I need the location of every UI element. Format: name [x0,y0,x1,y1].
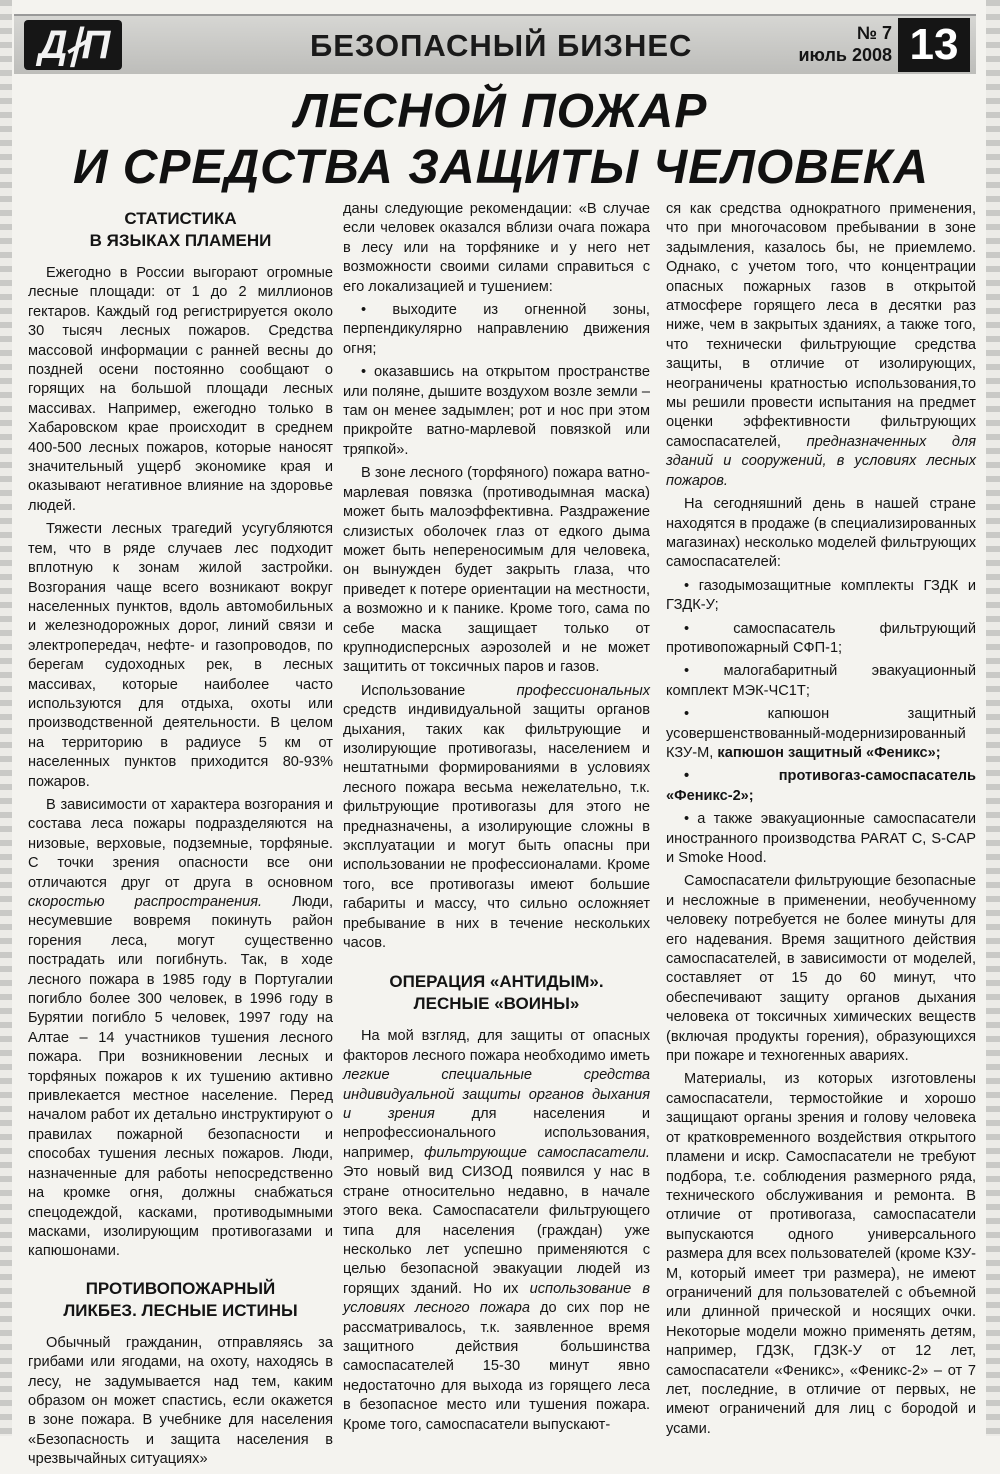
subheading-line: ОПЕРАЦИЯ «АНТИДЫМ». [389,972,604,992]
page-number: 13 [898,18,970,72]
publication-logo: Д∤П [24,20,122,70]
subheading-antidym [343,971,650,1015]
paragraph: даны следующие рекомендации: «В случае если человек оказался вблизи очага пожара в лесу или на торфянике и у него нет возможности своими силами справиться с его локализацией и тушением: [343,201,650,295]
column-3 [666,200,976,1443]
paragraph [343,682,650,954]
subheading-line: ЛИКБЕЗ. ЛЕСНЫЕ ИСТИНЫ [63,1300,298,1320]
subheading-line: В ЯЗЫКАХ ПЛАМЕНИ [89,231,272,250]
section-title: БЕЗОПАСНЫЙ БИЗНЕС [310,28,693,63]
issue-date: июль 2008 [798,45,892,65]
italic-text: профессиональных [516,682,650,699]
bullet-item: • выходите из огненной зоны, перпендикулярно направлению движения огня; [343,302,650,357]
list-item: • самоспасатель фильтрующий противопожарный СФП-1; [666,620,976,656]
issue-info [792,22,892,66]
paragraph [343,1027,650,1435]
bold-text: капюшон защитный «Феникс»; [717,744,941,761]
subheading-line: ЛЕСНЫЕ «ВОИНЫ» [413,994,580,1014]
issue-number: № 7 [856,23,892,43]
text: ся как средства однократного применения, что при многочасовом пребывании в зоне задымления, казалось бы, не приемлемо. Однако, с учетом того, что концентрации опасных пожарных газов в открытой атмосфере горящего леса в десятки раз ниже, чем в закрытых зданиях, а также того, что технически фильтрующие средства защиты, в отличие от изолирующих, неограничены кратностью использования,то мы решили провести испытания на предмет оценки эффективности фильтрующих самоспасателей, [666,201,976,450]
text: Это новый вид СИЗОД появился у нас в стране относительно недавно, в начале этого века. Самоспасатели фильтрующего типа для населения (граждан) уже несколько лет успешно применяются с целью безопасной эвакуации людей из горящих зданий. Но их [343,1164,650,1297]
text: На мой взгляд, для защиты от опасных факторов лесного пожара необходимо иметь [343,1028,650,1064]
headline-line-2: И СРЕДСТВА ЗАЩИТЫ ЧЕЛОВЕКА [72,141,930,194]
text: для населения и непрофессионального использования, например, [343,1106,650,1161]
subheading-line: СТАТИСТИКА [124,209,237,228]
paragraph: В зоне лесного (торфяного) пожара ватно-марлевая повязка (противодымная маска) может быть малоэффективна. Раздражение слизистых оболочек глаз от едкого дыма может быть непереносимым для человека, он вынужден будет закрыть глаза, что приведет к потере ориентации на местности, а возможно и к панике. Кроме того, сама по себе маска защищает только от крупнодисперсных аэрозолей и не может защитить от токсичных паров и газов. [343,465,650,676]
paragraph: Материалы, из которых изготовлены самоспасатели, термостойкие и хорошо защищают органы зрения и голову человека от кратковременного воздействия открытого пламени и искр. Самоспасатели не требуют подбора, т.е. соблюдения размерного ряда, технического обслуживания и ремонта. В отличие от противогаза, самоспасатели выпускаются одного универсального размера для всех пользователей (кроме КЗУ-М, который имеет три размера), не имеют ограничений для пользователей с объемной или длинной прической и носящих очки. Некоторые модели можно применять детям, например, ГДЗК, ГДЗК-У от 12 лет, самоспасатели «Феникс», «Феникс-2» – от 7 лет, последние, в отличие от первых, не имеют ограничений для лиц с бородой и усами. [666,1071,976,1437]
article-headline [20,84,982,196]
adjacent-page-edge [0,0,12,1436]
column-1 [28,200,333,1474]
text: Использование [361,682,517,699]
text: • капюшон защитный усовершенствованный-модернизированный КЗУ-М, [666,706,976,761]
list-item [666,705,976,763]
list-item: • газодымозащитные комплекты ГЗДК и ГЗДК-У; [666,577,976,614]
paragraph: Ежегодно в России выгорают огромные лесные площади: от 1 до 2 миллионов гектаров. Каждый год регистрируется около 30 тысяч лесных пожаров. Средства массовой информации с ранней весны до поздней осени постоянно сообщают о горящих на большой площади лесных массивах. Например, ежегодно только в Хабаровском крае происходит в среднем 400-500 лесных пожаров, которые наносят значительный ущерб экономике края и оказывают негативное влияние на здоровье людей. [28,265,333,514]
headline-line-1: ЛЕСНОЙ ПОЖАР [294,85,708,138]
column-2 [343,200,650,1439]
text: Люди, несумевшие вовремя покинуть район горения леса, могут существенно пострадать или погибнуть. Так, в ходе лесного пожара в 1985 году в Португалии погибло более 300 человек, в 1996 году в Бурятии погибло 5 человек, 1997 году на Алтае – 14 участников тушения лесного пожара. При возникновении лесных и торфяных пожаров к их тушению активно привлекается местное население. Перед началом работ их детально инструктируют о правилах пожарной безопасности и способах тушения лесных пожаров. Люди, назначенные для работы непосредственно на кромке огня, должны снабжаться спецодеждой, касками, противодымными масками, изолирующим противогазами и капюшонами. [28,894,334,1260]
paragraph: Тяжести лесных трагедий усугубляются тем, что в ряде случаев лес подходит вплотную к зонам жилой застройки. Возгорания чаще всего возникают вокруг населенных пунктов, вдоль автомобильных и железнодорожных дорог, линий связи и электропередач, нефте- и газопроводов, по берегам судоходных рек, в лесных массивах, которые наиболее часто используются для отдыха, охоты или производственной деятельности. В целом на территорию в радиусе 5 км от населенных пунктов приходится 80-93% пожаров. [28,521,333,790]
italic-text: скоростью распространения. [28,894,263,910]
text: средств индивидуальной защиты органов дыхания, таких как фильтрующие и изолирующие противогазы, населением и нештатными формированиями в условиях лесного пожара весьма нежелательно, т.к. фильтрующие противогазы для этого не предназначены, а изолирующие сложны в эксплуатации и могут быть опасны при использовании не профессионалами. Кроме того, все противогазы имеют большие габариты и массу, что сильно осложняет пребывание в них в течение нескольких часов. [343,702,650,952]
paragraph: Обычный гражданин, отправляясь за грибами или ягодами, на охоту, находясь в лесу, не задумывается над тем, каким образом он может спастись, если окажется в зоне пожара. В учебнике для населения «Безопасность и защита населения в чрезвычайных ситуациях» [28,1334,333,1468]
page-header [14,14,976,74]
list-item: • противогаз-самоспасатель «Феникс-2»; [666,768,976,804]
bullet-item: • оказавшись на открытом пространстве или поляне, дышите воздухом возле земли – там он менее задымлен; рот и нос при этом прикройте ватно-марлевой повязкой или тряпкой». [343,364,650,458]
paragraph: Самоспасатели фильтрующие безопасные и несложные в применении, необученному человеку потребуется не более минуты для его надевания. Время защитного действия самоспасателей, в зависимости от моделей, составляет от 15 до 60 минут, что обеспечивают защиту органов дыхания человека от токсичных химических веществ (включая продукты горения), образующихся при пожаре и техногенных авариях. [666,873,976,1065]
italic-text: предназначенных для зданий и сооружений, в условиях лесных пожаров. [666,433,976,489]
list-item: • малогабаритный эвакуационный комплект МЭК-ЧС1Т; [666,663,976,699]
italic-text: легкие специальные средства индивидуальной защиты органов дыхания и зрения [343,1067,650,1123]
text: до сих пор не рассматривалось, т.к. заявленное время защитного действия большинства самоспасателей 15-30 минут явно недостаточно для выхода из горящего леса в безопасное место или тушения пожара. Кроме того, самоспасатели выпускают- [343,1300,650,1433]
italic-text: использование в условиях лесного пожара [343,1280,650,1317]
subheading-statistics [28,208,333,252]
subheading-likbez [28,1278,333,1322]
italic-text: фильтрующие самоспасатели. [424,1144,650,1161]
paragraph [666,200,976,491]
list-item: • а также эвакуационные самоспасатели иностранного производства PARAT C, S-CAP и Smoke Hood. [666,811,976,866]
paragraph [28,796,333,1262]
paragraph: На сегодняшний день в нашей стране находятся в продаже (в специализированных магазинах) несколько моделей фильтрующих самоспасателей: [666,496,976,571]
adjacent-page-edge-right [986,0,1000,1436]
text: В зависимости от характера возгорания и состава леса пожары подразделяются на низовые, верховые, подземные, торфяные. С точки зрения опасности все они отличаются друг от друга в основном [28,796,333,891]
subheading-line: ПРОТИВОПОЖАРНЫЙ [85,1278,276,1298]
